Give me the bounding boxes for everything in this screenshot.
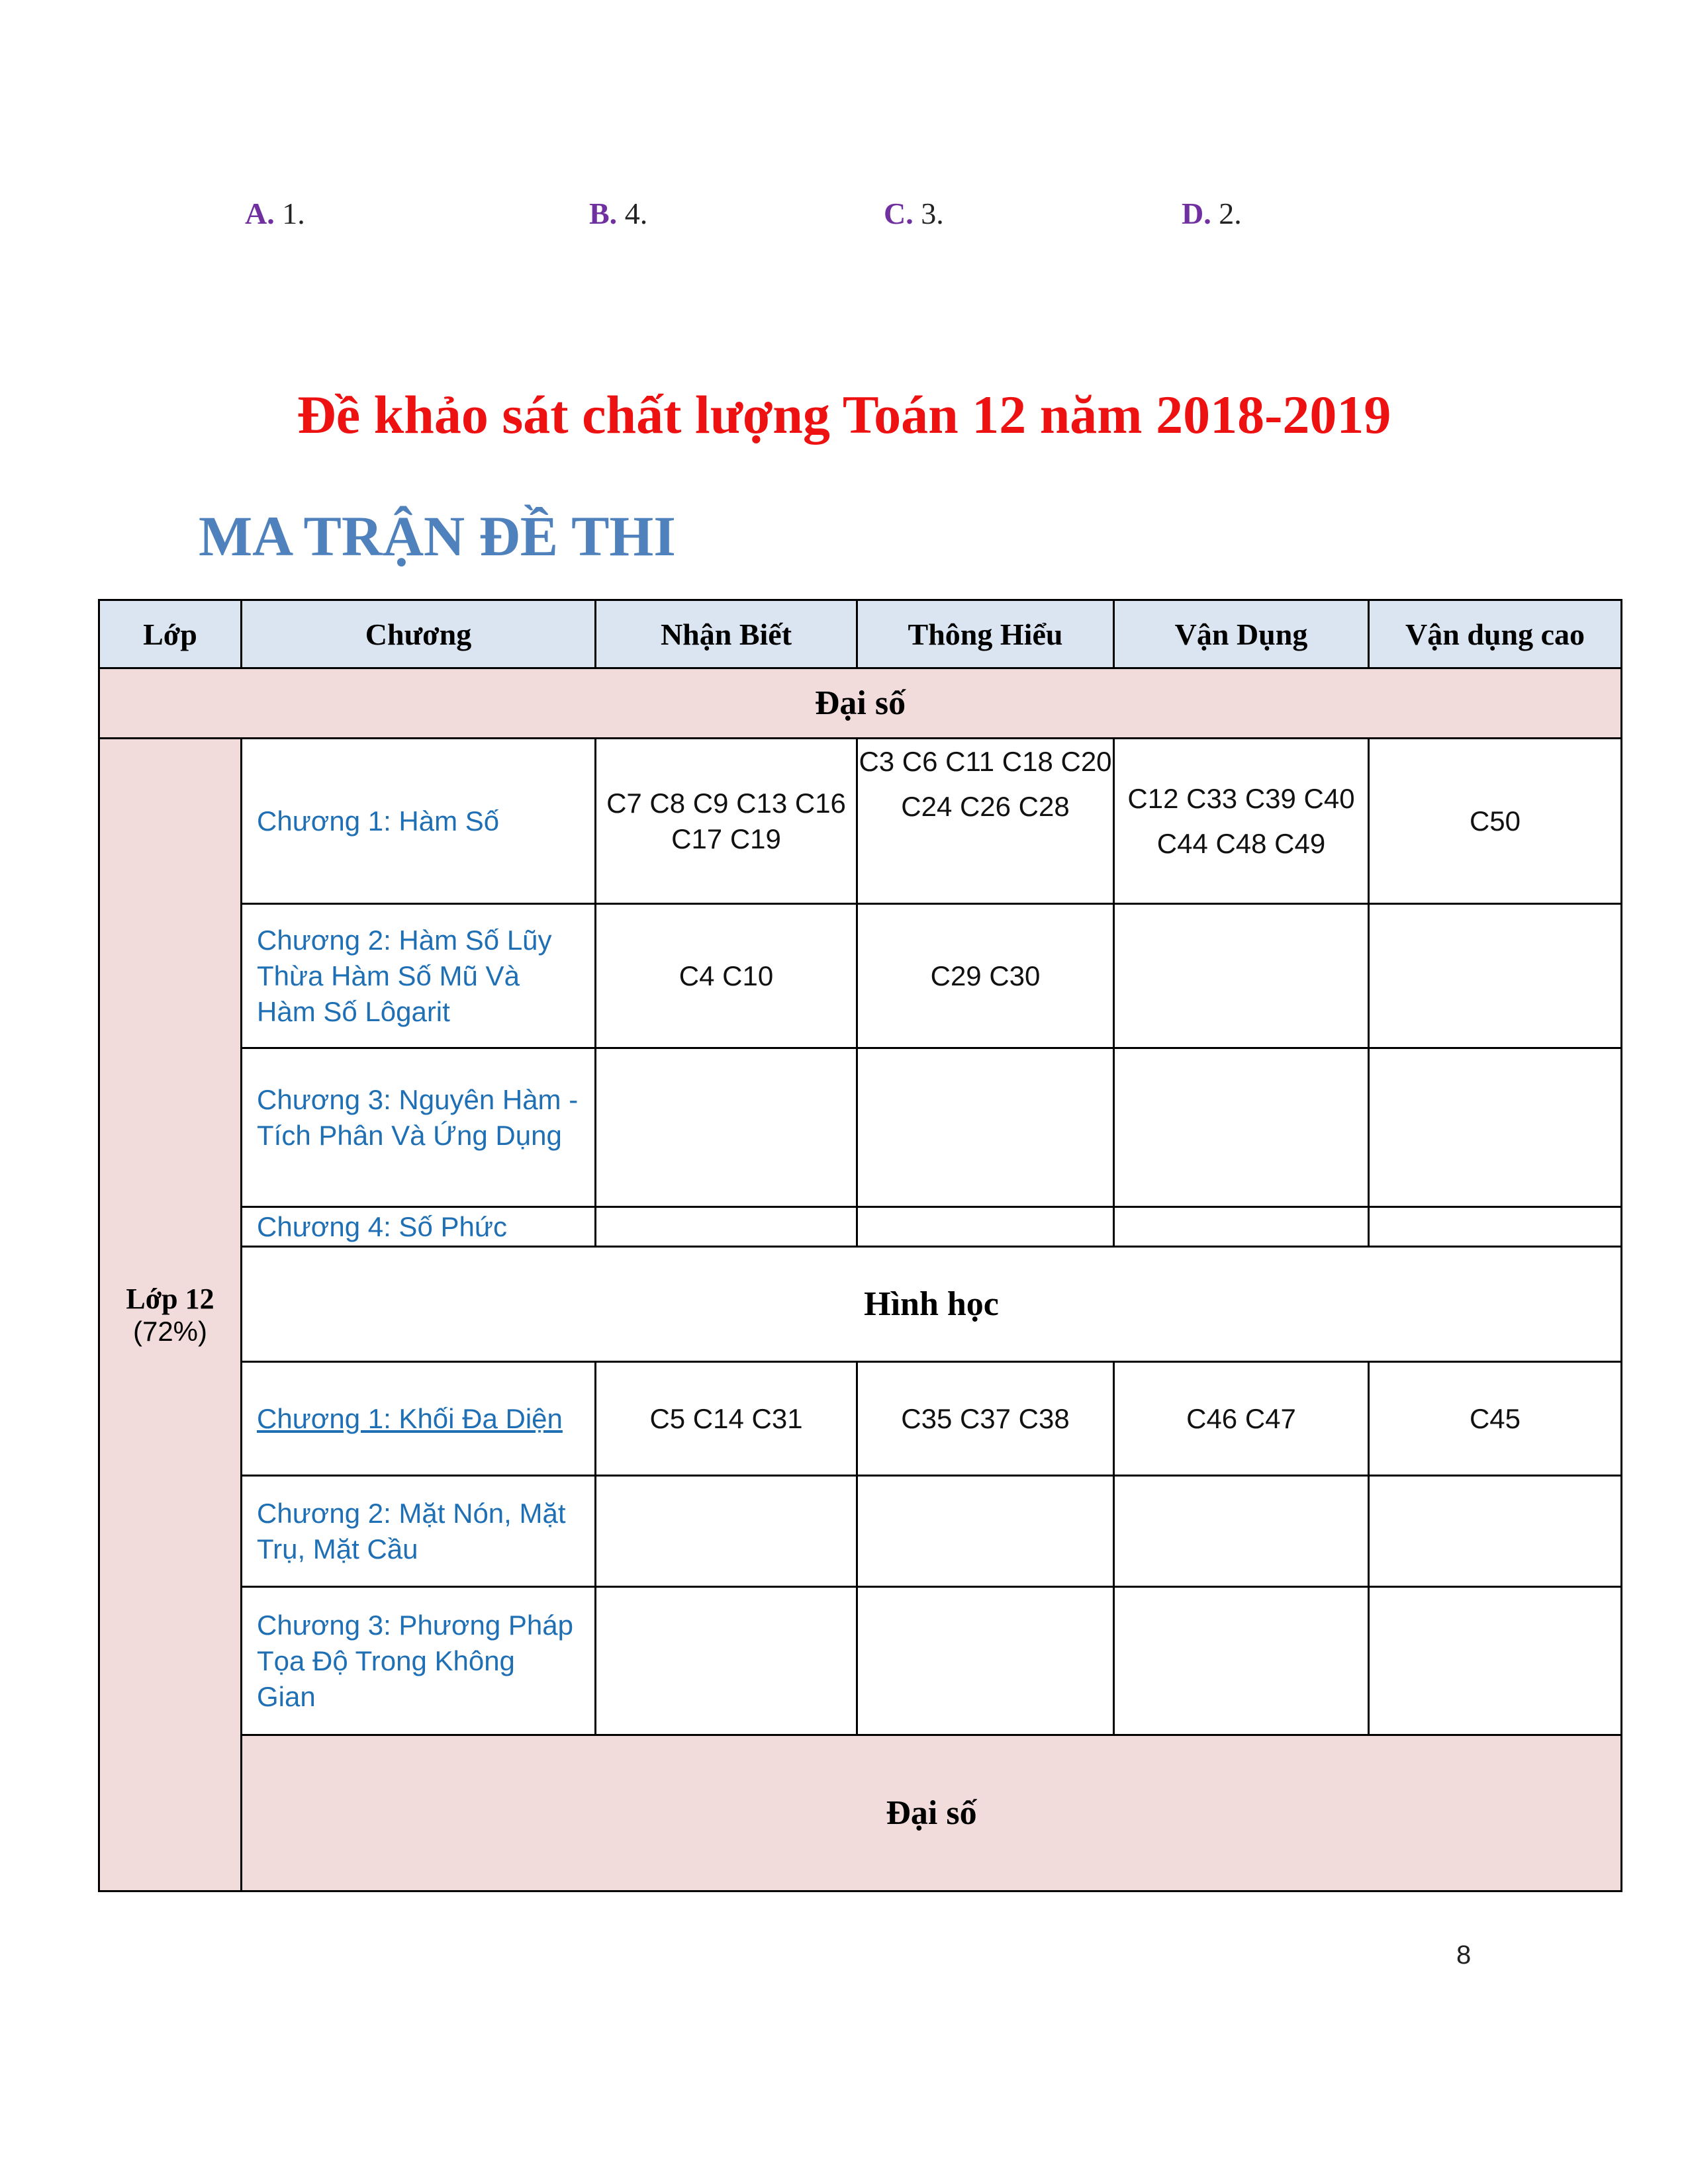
section-dai-so-2: Đại số <box>242 1735 1622 1891</box>
nhan-biet-cell <box>596 1048 857 1207</box>
answer-letter: A. <box>245 197 275 230</box>
answer-letter: D. <box>1182 197 1211 230</box>
section-hinh-hoc: Hình học <box>242 1247 1622 1362</box>
table-row <box>99 1587 1622 1735</box>
answer-d <box>1182 196 1242 231</box>
thong-hieu-cell: C29 C30 <box>857 904 1114 1048</box>
nhan-biet-cell: C7 C8 C9 C13 C16 C17 C19 <box>596 739 857 904</box>
van-dung-cao-cell <box>1369 904 1622 1048</box>
table-row <box>99 1362 1622 1476</box>
van-dung-cell <box>1114 1048 1369 1207</box>
chapter-cell: Chương 2: Mặt Nón, Mặt Trụ, Mặt Cầu <box>242 1476 596 1587</box>
answer-b <box>589 196 647 231</box>
nhan-biet-cell <box>596 1476 857 1587</box>
van-dung-cell <box>1114 1207 1369 1247</box>
answer-a <box>245 196 305 231</box>
thong-hieu-cell <box>857 1207 1114 1247</box>
van-dung-cao-cell: C45 <box>1369 1362 1622 1476</box>
header-van-dung-cao: Vận dụng cao <box>1369 600 1622 668</box>
header-thong-hieu: Thông Hiểu <box>857 600 1114 668</box>
table-row <box>99 1048 1622 1207</box>
van-dung-cao-cell <box>1369 1048 1622 1207</box>
van-dung-cao-cell <box>1369 1207 1622 1247</box>
answer-value: 2. <box>1219 197 1242 230</box>
chapter-cell: Chương 4: Số Phức <box>242 1207 596 1247</box>
header-nhan-biet: Nhận Biết <box>596 600 857 668</box>
answer-value: 3. <box>921 197 944 230</box>
chapter-cell: Chương 2: Hàm Số Lũy Thừa Hàm Số Mũ Và Hàm Số Lôgarit <box>242 904 596 1048</box>
chapter-cell: Chương 1: Hàm Số <box>242 739 596 904</box>
van-dung-cao-cell <box>1369 1587 1622 1735</box>
thong-hieu-cell <box>857 1476 1114 1587</box>
nhan-biet-cell <box>596 1587 857 1735</box>
nhan-biet-cell: C4 C10 <box>596 904 857 1048</box>
answer-c <box>884 196 944 231</box>
table-row <box>99 1207 1622 1247</box>
page-number: 8 <box>1456 1940 1472 1970</box>
table-row <box>99 739 1622 904</box>
thong-hieu-cell: C3 C6 C11 C18 C20 C24 C26 C28 <box>857 739 1114 904</box>
answer-letter: B. <box>589 197 618 230</box>
class-percent: (72%) <box>132 1316 208 1347</box>
answer-options <box>0 196 1688 236</box>
answer-value: 1. <box>282 197 305 230</box>
exam-matrix-table <box>98 599 1622 1892</box>
van-dung-cell <box>1114 1587 1369 1735</box>
section-row <box>99 1735 1622 1891</box>
answer-letter: C. <box>884 197 914 230</box>
van-dung-cell: C46 C47 <box>1114 1362 1369 1476</box>
section-row <box>99 668 1622 739</box>
van-dung-cao-cell <box>1369 1476 1622 1587</box>
section-row <box>99 1247 1622 1362</box>
answer-value: 4. <box>624 197 648 230</box>
class-cell <box>99 739 242 1891</box>
table-row <box>99 904 1622 1048</box>
thong-hieu-cell <box>857 1048 1114 1207</box>
thong-hieu-cell <box>857 1587 1114 1735</box>
van-dung-cell: C12 C33 C39 C40 C44 C48 C49 <box>1114 739 1369 904</box>
class-name: Lớp 12 <box>126 1283 214 1315</box>
van-dung-cell <box>1114 904 1369 1048</box>
nhan-biet-cell <box>596 1207 857 1247</box>
document-title: Đề khảo sát chất lượng Toán 12 năm 2018-2019 <box>297 385 1391 445</box>
header-chuong: Chương <box>242 600 596 668</box>
van-dung-cell <box>1114 1476 1369 1587</box>
table-row <box>99 1476 1622 1587</box>
chapter-cell: Chương 3: Nguyên Hàm - Tích Phân Và Ứng Dụng <box>242 1048 596 1207</box>
header-van-dung: Vận Dụng <box>1114 600 1369 668</box>
van-dung-cao-cell: C50 <box>1369 739 1622 904</box>
section-dai-so: Đại số <box>99 668 1622 739</box>
thong-hieu-cell: C35 C37 C38 <box>857 1362 1114 1476</box>
nhan-biet-cell: C5 C14 C31 <box>596 1362 857 1476</box>
table-header-row <box>99 600 1622 668</box>
chapter-cell[interactable]: Chương 1: Khối Đa Diện <box>242 1362 596 1476</box>
chapter-cell: Chương 3: Phương Pháp Tọa Độ Trong Không Gian <box>242 1587 596 1735</box>
header-lop: Lớp <box>99 600 242 668</box>
matrix-heading: MA TRẬN ĐỀ THI <box>199 504 676 568</box>
